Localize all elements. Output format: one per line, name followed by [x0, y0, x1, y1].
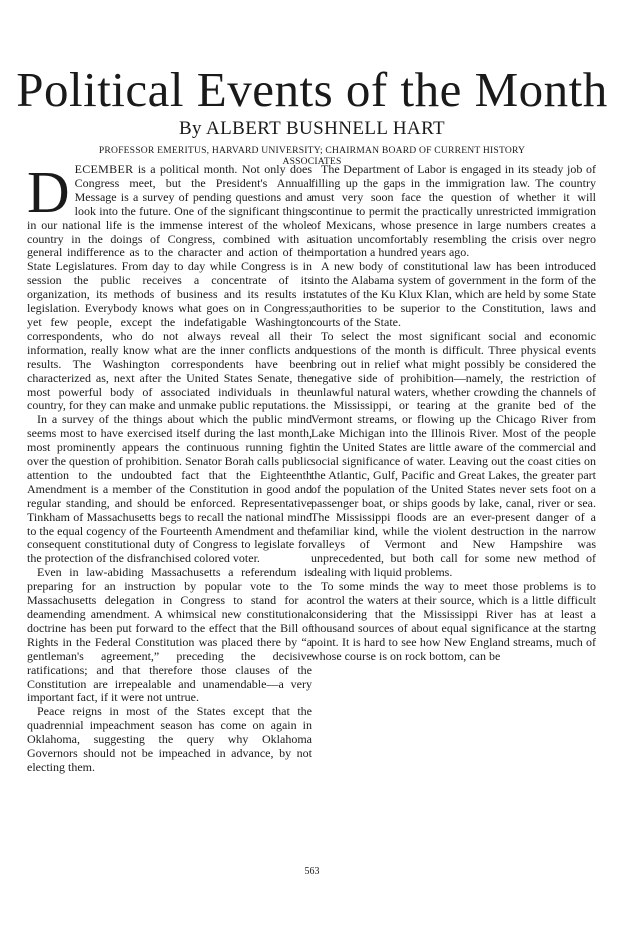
paragraph-4: Peace reigns in most of the States except that the quadrennial impeachment season has come on again in Oklahoma, suggesting the query why Oklahoma Governors should not be impeached in advance, by not electing them. — [27, 704, 312, 774]
paragraph-6: A new body of constitutional law has been introduced into the Alabama system of government in the form of the statutes of the Ku Klux Klan, which are held by some State authorities to be superior to the Constitution, laws and courts of the State. — [311, 259, 596, 329]
left-column — [27, 159, 312, 775]
paragraph-8: To some minds the way to meet those problems is to control the waters at their source, which is a little difficult considering that the Mississippi River has at least a thousand sources of about equal significance at the startng point. It is hard to see how New England streams, much of whose course is on rock bottom, can be — [311, 579, 596, 663]
page-number: 563 — [304, 866, 320, 877]
right-column — [311, 163, 596, 664]
article-byline: By ALBERT BUSHNELL HART — [178, 118, 446, 139]
paragraph-1 — [27, 159, 312, 413]
paragraph-3: Even in law-abiding Massachusetts a referendum is preparing for an instruction by popular vote to the Massachusetts delegation in Congress to stand for a deamending amendment. A whimsical new constitutional doctrine has been put forward to the effect that the Bill of Rights in the Federal Constitution was placed there by “a gentleman's agreement,” preceding the decisive ratifications; and that therefore those clauses of the Constitution are irrepealable and unamendable—a very important fact, if it were not untrue. — [27, 565, 312, 705]
paragraph-5: The Department of Labor is engaged in its steady job of filling up the gaps in the immigration law. The country must very soon face the question of whether it will continue to permit the practically unrestricted immigration of Mexicans, whose presence in large numbers creates a situation uncomfortably resembling the crisis over negro importation a hundred years ago. — [311, 162, 596, 260]
lead-caps: ECEMBER — [74, 162, 134, 176]
article-title: Political Events of the Month — [16, 62, 608, 117]
author-affiliation: PROFESSOR EMERITUS, HARVARD UNIVERSITY; CHAIRMAN BOARD OF CURRENT HISTORY ASSOCIATES — [98, 145, 526, 167]
paragraph-2: In a survey of the things about which the public mind seems most to have exercised itself during the last month, most prominently appears the continuous running fight over the question of prohibition. Senator Borah calls public attention to the undoubted fact that the Eighteenth Amendment is a member of the Constitution in good and regular standing, and should be enforced. Representative Tinkham of Massachusetts begs to recall the national mind to the equal cogency of the Fourteenth Amendment and the consequent constitutional duty of Congress to legislate for the protection of the disfranchised colored voter. — [27, 412, 312, 566]
paragraph-1-text: is a political month. Not only does Congress meet, but the President's Annual Message is a survey of pending questions and a look into the future. One of the significant things in our national life is the immense interest of the whole country in the doings of Congress, combined with a general indifference as to the character and action of the State Legislatures. From day to day while Congress is in session the public receives a concentrate of its organization, its methods of business and its results in legislation. Everybody knows what goes on in Congress; yet few people, except the indefatigable Washington correspondents, who do not always reveal all their information, really know what are the inner conflicts and results. The Washington correspondents have been characterized as, next after the United States Senate, the most powerful body of associated individuals in the country, for they can make and unmake public reputations. — [27, 162, 312, 413]
drop-cap: D — [27, 159, 70, 225]
paragraph-7: To select the most significant social and economic questions of the month is difficult. Three physical events bring out in relief what might possibly be considered the negative side of prohibition—namely, the restriction of unlawful natural waters, whether crowding the channels of the Mississippi, or tearing at the granite bed of the Vermont streams, or flowing up the Chicago River from Lake Michigan into the Illinois River. Most of the people in the United States are little aware of the commercial and social significance of water. Leaving out the coast cities on the Atlantic, Gulf, Pacific and Great Lakes, the greater part of the population of the United States never sets foot on a passenger boat, or ships goods by lake, canal, river or sea. The Mississippi floods are an ever-present danger of a familiar kind, while the violent destruction in the narrow valleys of Vermont and New Hampshire was unprecedented, but both call for some new method of dealing with liquid problems. — [311, 328, 596, 580]
